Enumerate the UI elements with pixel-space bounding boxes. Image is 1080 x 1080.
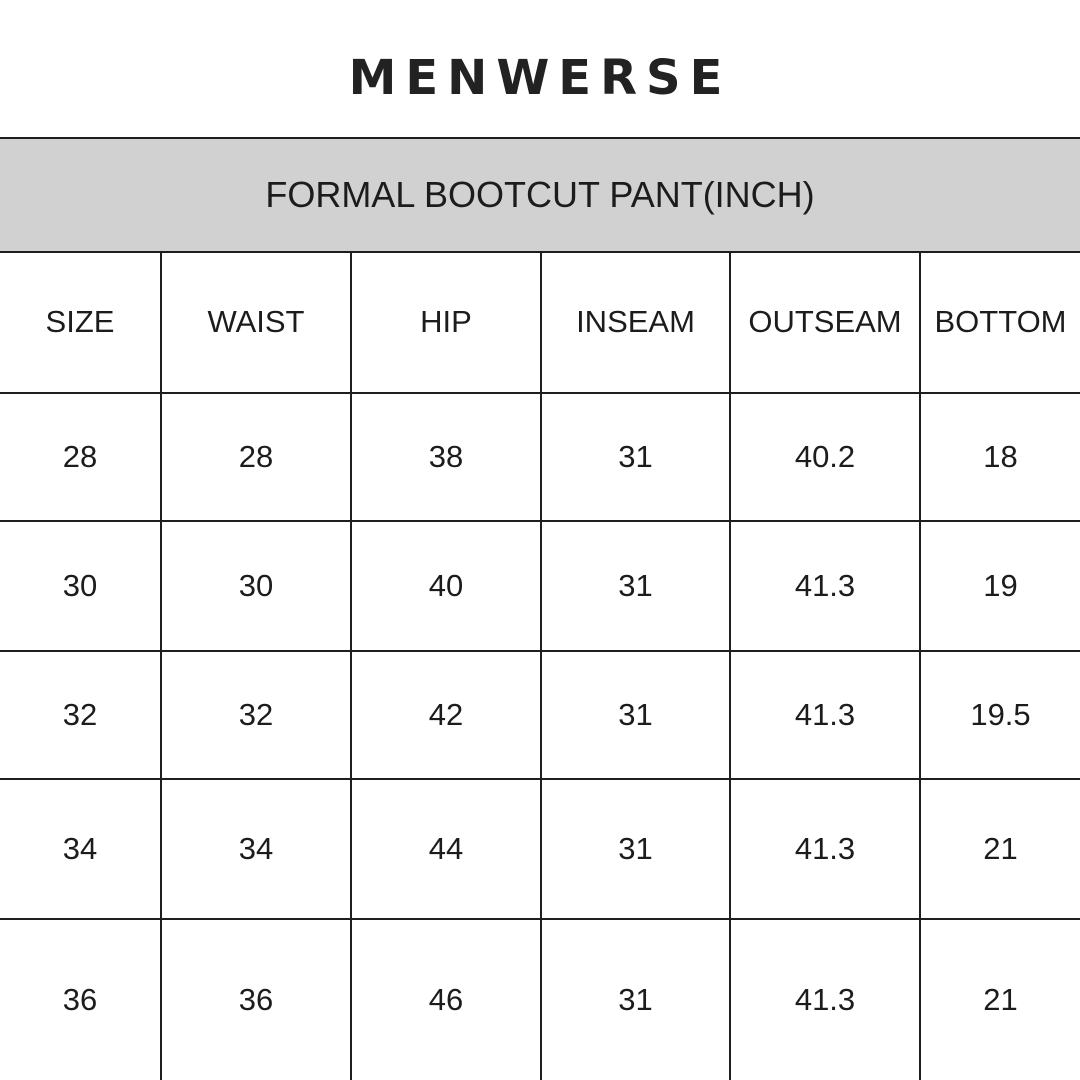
cell-size: 34 [0, 779, 161, 919]
brand-logo: MENWERSE [348, 50, 732, 106]
cell-bottom: 19.5 [920, 651, 1080, 779]
cell-hip: 46 [351, 919, 541, 1080]
cell-hip: 42 [351, 651, 541, 779]
cell-outseam: 41.3 [730, 779, 920, 919]
cell-inseam: 31 [541, 919, 730, 1080]
column-header-hip: HIP [351, 251, 541, 393]
table-row [0, 651, 1080, 779]
cell-size: 32 [0, 651, 161, 779]
cell-outseam: 41.3 [730, 521, 920, 651]
size-chart-table [0, 251, 1080, 1080]
cell-outseam: 40.2 [730, 393, 920, 521]
cell-inseam: 31 [541, 779, 730, 919]
cell-bottom: 21 [920, 779, 1080, 919]
column-header-waist: WAIST [161, 251, 351, 393]
column-header-size: SIZE [0, 251, 161, 393]
table-row [0, 779, 1080, 919]
cell-bottom: 19 [920, 521, 1080, 651]
table-title-bar [0, 137, 1080, 253]
cell-inseam: 31 [541, 393, 730, 521]
table-title: FORMAL BOOTCUT PANT(INCH) [265, 174, 815, 215]
header-row [0, 251, 1080, 393]
cell-size: 36 [0, 919, 161, 1080]
cell-size: 30 [0, 521, 161, 651]
cell-outseam: 41.3 [730, 919, 920, 1080]
table-row [0, 919, 1080, 1080]
cell-waist: 34 [161, 779, 351, 919]
column-header-bottom: BOTTOM [920, 251, 1080, 393]
cell-inseam: 31 [541, 521, 730, 651]
cell-bottom: 18 [920, 393, 1080, 521]
cell-outseam: 41.3 [730, 651, 920, 779]
column-header-inseam: INSEAM [541, 251, 730, 393]
table-row [0, 393, 1080, 521]
cell-size: 28 [0, 393, 161, 521]
table-row [0, 521, 1080, 651]
cell-waist: 28 [161, 393, 351, 521]
cell-hip: 40 [351, 521, 541, 651]
cell-bottom: 21 [920, 919, 1080, 1080]
column-header-outseam: OUTSEAM [730, 251, 920, 393]
cell-waist: 30 [161, 521, 351, 651]
cell-hip: 44 [351, 779, 541, 919]
cell-hip: 38 [351, 393, 541, 521]
cell-waist: 36 [161, 919, 351, 1080]
cell-inseam: 31 [541, 651, 730, 779]
cell-waist: 32 [161, 651, 351, 779]
